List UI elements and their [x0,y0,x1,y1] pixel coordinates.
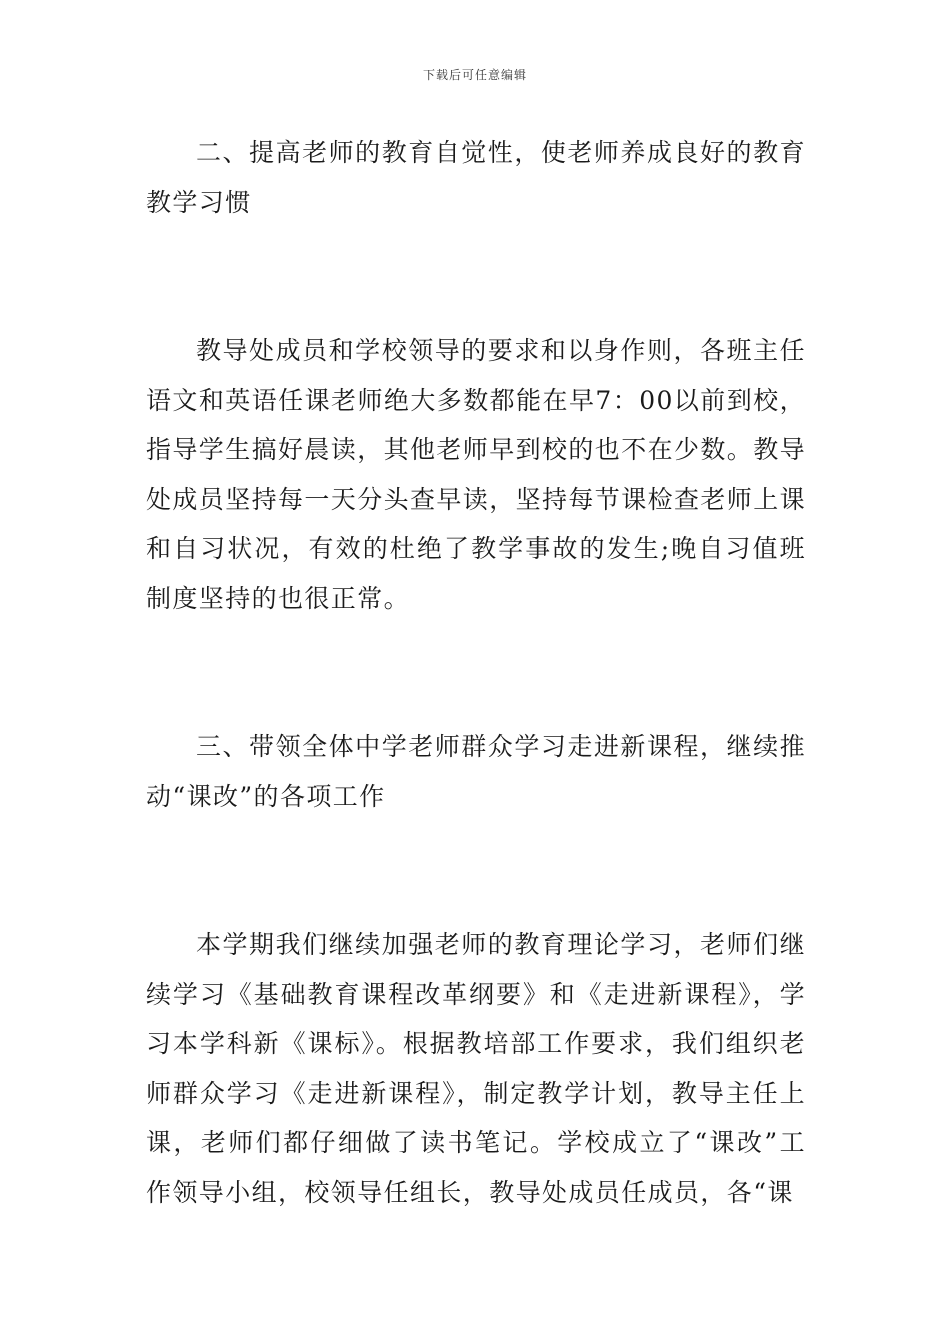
paragraph-gap [146,227,806,326]
section-heading-3: 三、带领全体中学老师群众学习走进新课程，继续推动“课改”的各项工作 [146,732,806,811]
page-header: 下载后可任意编辑 [422,68,527,82]
section-heading-2: 二、提高老师的教育自觉性，使老师养成良好的教育教学习惯 [146,138,806,217]
paragraph-gap [146,623,806,722]
document-body [146,128,806,1217]
body-paragraph-2: 本学期我们继续加强老师的教育理论学习，老师们继续学习《基础教育课程改革纲要》和《走进新课程》，学习本学科新《课标》。根据教培部工作要求，我们组织老师群众学习《走进新课程》，制定教学计划，教导主任上课，老师们都仔细做了读书笔记。学校成立了“课改”工作领导小组，校领导任组长，教导处成员任成员，各“课 [146,930,806,1207]
body-paragraph-1: 教导处成员和学校领导的要求和以身作则，各班主任语文和英语任课老师绝大多数都能在早7：00以前到校，指导学生搞好晨读，其他老师早到校的也不在少数。教导处成员坚持每一天分头查早读，坚持每节课检查老师上课和自习状况，有效的杜绝了教学事故的发生;晚自习值班制度坚持的也很正常。 [146,336,807,613]
paragraph-gap [146,821,806,920]
